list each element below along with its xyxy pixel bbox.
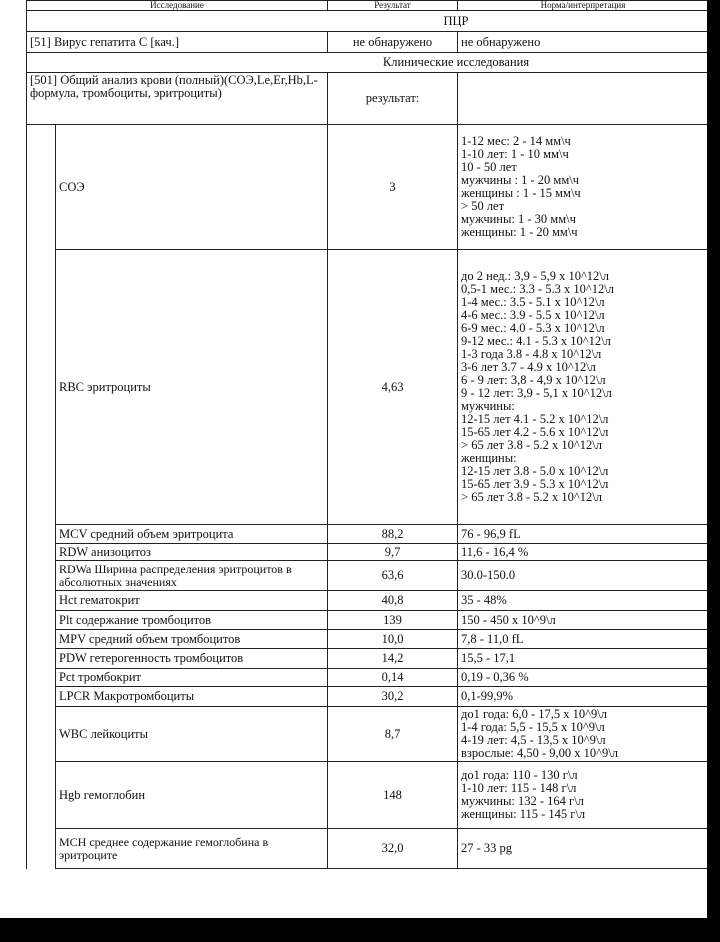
result-row xyxy=(27,250,709,525)
panel-result-label: результат: xyxy=(328,73,458,125)
test-name: LPCR Макротромбоциты xyxy=(56,687,328,707)
section-clinical: Клинические исследования xyxy=(27,53,709,73)
reference-line: 1-10 лет: 1 - 10 мм\ч xyxy=(461,147,569,161)
test-reference xyxy=(458,649,709,669)
reference-line: 3-6 лет 3.7 - 4.9 x 10^12\л xyxy=(461,360,596,374)
test-name: RBC эритроциты xyxy=(56,250,328,525)
result-row xyxy=(27,687,709,707)
test-result: не обнаружено xyxy=(328,32,458,53)
reference-line: 35 - 48% xyxy=(461,593,507,607)
screen-edge-right xyxy=(707,0,720,942)
reference-line: 7,8 - 11,0 fL xyxy=(461,631,524,646)
reference-line: 150 - 450 x 10^9\л xyxy=(461,612,556,627)
reference-line: 15-65 лет 4.2 - 5.6 x 10^12\л xyxy=(461,425,609,439)
test-reference xyxy=(458,707,709,762)
test-name: WBC лейкоциты xyxy=(56,707,328,762)
result-row xyxy=(27,707,709,762)
test-value: 14,2 xyxy=(328,649,458,669)
test-name: Hgb гемоглобин xyxy=(56,762,328,829)
reference-line: 27 - 33 pg xyxy=(461,841,513,855)
test-name: RDW анизоцитоз xyxy=(56,544,328,561)
test-value: 32,0 xyxy=(328,829,458,869)
reference-line: взрослые: 4,50 - 9,00 x 10^9\л xyxy=(461,746,618,760)
test-name: [51] Вирус гепатита С [кач.] xyxy=(27,32,328,53)
result-row xyxy=(27,611,709,630)
test-name: MCV средний объем эритроцита xyxy=(56,525,328,544)
reference-line: 15,5 - 17,1 xyxy=(461,651,516,665)
reference-line: женщины: 1 - 20 мм\ч xyxy=(461,225,578,239)
test-value: 0,14 xyxy=(328,669,458,687)
result-row xyxy=(27,525,709,544)
reference-line: до1 года: 110 - 130 г\л xyxy=(461,768,578,782)
reference-line: 1-12 мес: 2 - 14 мм\ч xyxy=(461,134,571,148)
reference-line: > 50 лет xyxy=(461,199,505,213)
test-value: 4,63 xyxy=(328,250,458,525)
reference-line: 0,5-1 мес.: 3.3 - 5.3 x 10^12\л xyxy=(461,282,614,296)
reference-line: 15-65 лет 3.9 - 5.3 x 10^12\л xyxy=(461,477,609,491)
test-name: СОЭ xyxy=(56,125,328,250)
header-result: Результат xyxy=(328,1,458,11)
indent-cell xyxy=(27,669,56,687)
reference-line: до 2 нед.: 3,9 - 5,9 x 10^12\л xyxy=(461,269,610,283)
reference-line: 4-6 мес.: 3.9 - 5.5 x 10^12\л xyxy=(461,308,605,322)
result-row xyxy=(27,649,709,669)
test-value: 88,2 xyxy=(328,525,458,544)
test-name: MPV средний объем тромбоцитов xyxy=(56,630,328,649)
reference-line: 9 - 12 лет: 3,9 - 5,1 x 10^12\л xyxy=(461,386,612,400)
result-row xyxy=(27,561,709,591)
result-row xyxy=(27,125,709,250)
test-value: 8,7 xyxy=(328,707,458,762)
test-value: 3 xyxy=(328,125,458,250)
test-value: 40,8 xyxy=(328,591,458,611)
test-reference xyxy=(458,125,709,250)
reference-line: 76 - 96,9 fL xyxy=(461,526,521,541)
test-value: 30,2 xyxy=(328,687,458,707)
result-row xyxy=(27,762,709,829)
test-value: 139 xyxy=(328,611,458,630)
header-test: Исследование xyxy=(27,1,328,11)
test-reference xyxy=(458,561,709,591)
test-reference xyxy=(458,762,709,829)
indent-cell xyxy=(27,125,56,250)
reference-line: женщины : 1 - 15 мм\ч xyxy=(461,186,581,200)
indent-cell xyxy=(27,630,56,649)
indent-cell xyxy=(27,687,56,707)
reference-line: 12-15 лет 4.1 - 5.2 x 10^12\л xyxy=(461,412,609,426)
indent-cell xyxy=(27,649,56,669)
test-name: MCH среднее содержание гемоглобина в эритроците xyxy=(56,829,328,869)
indent-cell xyxy=(27,591,56,611)
reference-line: 0,1-99,9% xyxy=(461,689,514,703)
test-reference xyxy=(458,250,709,525)
indent-cell xyxy=(27,561,56,591)
indent-cell xyxy=(27,611,56,630)
reference-line: 1-10 лет: 115 - 148 г\л xyxy=(461,781,577,795)
reference-line: 0,19 - 0,36 % xyxy=(461,670,529,684)
result-row xyxy=(27,829,709,869)
reference-line: мужчины: 1 - 30 мм\ч xyxy=(461,212,576,226)
test-reference: не обнаружено xyxy=(458,32,709,53)
test-reference xyxy=(458,525,709,544)
reference-line: > 65 лет 3.8 - 5.2 x 10^12\л xyxy=(461,490,602,504)
indent-cell xyxy=(27,707,56,762)
test-reference xyxy=(458,544,709,561)
screen-edge-bottom xyxy=(0,918,720,942)
reference-line: 6-9 мес.: 4.0 - 5.3 x 10^12\л xyxy=(461,321,605,335)
reference-line: 30.0-150.0 xyxy=(461,568,516,582)
reference-line: 1-4 мес.: 3.5 - 5.1 x 10^12\л xyxy=(461,295,605,309)
test-reference xyxy=(458,687,709,707)
reference-line: женщины: xyxy=(461,451,517,465)
test-reference xyxy=(458,829,709,869)
indent-cell xyxy=(27,525,56,544)
reference-line: 9-12 мес.: 4.1 - 5.3 x 10^12\л xyxy=(461,334,611,348)
result-row xyxy=(27,544,709,561)
test-reference xyxy=(458,611,709,630)
reference-line: мужчины: 132 - 164 г\л xyxy=(461,794,584,808)
indent-cell xyxy=(27,829,56,869)
indent-cell xyxy=(27,544,56,561)
indent-cell xyxy=(27,250,56,525)
reference-line: 11,6 - 16,4 % xyxy=(461,544,529,559)
section-pcr: ПЦР xyxy=(27,11,709,32)
column-header-row xyxy=(27,1,709,11)
test-name: Plt содержание тромбоцитов xyxy=(56,611,328,630)
test-reference xyxy=(458,630,709,649)
reference-line: до1 года: 6,0 - 17,5 x 10^9\л xyxy=(461,707,607,721)
test-reference xyxy=(458,669,709,687)
test-name: RDWa Ширина распределения эритроцитов в абсолютных значениях xyxy=(56,561,328,591)
test-name: Pct тромбокрит xyxy=(56,669,328,687)
test-name: PDW гетерогенность тромбоцитов xyxy=(56,649,328,669)
reference-line: мужчины: xyxy=(461,399,515,413)
reference-line: женщины: 115 - 145 г\л xyxy=(461,807,586,821)
result-row xyxy=(27,669,709,687)
test-value: 148 xyxy=(328,762,458,829)
test-value: 63,6 xyxy=(328,561,458,591)
test-reference xyxy=(458,591,709,611)
test-value: 9,7 xyxy=(328,544,458,561)
header-reference: Норма/интерпретация xyxy=(458,1,709,11)
panel-row xyxy=(27,73,709,125)
hepatitis-row xyxy=(27,32,709,53)
test-name: Hct гематокрит xyxy=(56,591,328,611)
panel-reference-empty xyxy=(458,73,709,125)
reference-line: 4-19 лет: 4,5 - 13,5 x 10^9\л xyxy=(461,733,606,747)
reference-line: 12-15 лет 3.8 - 5.0 x 10^12\л xyxy=(461,464,609,478)
panel-name: [501] Общий анализ крови (полный)(СОЭ,Le,Er,Hb,L-формула, тромбоциты, эритроциты) xyxy=(27,73,328,125)
test-value: 10,0 xyxy=(328,630,458,649)
reference-line: 10 - 50 лет xyxy=(461,160,517,174)
reference-line: мужчины : 1 - 20 мм\ч xyxy=(461,173,579,187)
indent-cell xyxy=(27,762,56,829)
reference-line: 6 - 9 лет: 3,8 - 4,9 x 10^12\л xyxy=(461,373,606,387)
result-row xyxy=(27,591,709,611)
reference-line: 1-3 года 3.8 - 4.8 x 10^12\л xyxy=(461,347,602,361)
reference-line: 1-4 года: 5,5 - 15,5 x 10^9\л xyxy=(461,720,605,734)
reference-line: > 65 лет 3.8 - 5.2 x 10^12\л xyxy=(461,438,602,452)
result-row xyxy=(27,630,709,649)
lab-results-table xyxy=(26,0,709,869)
